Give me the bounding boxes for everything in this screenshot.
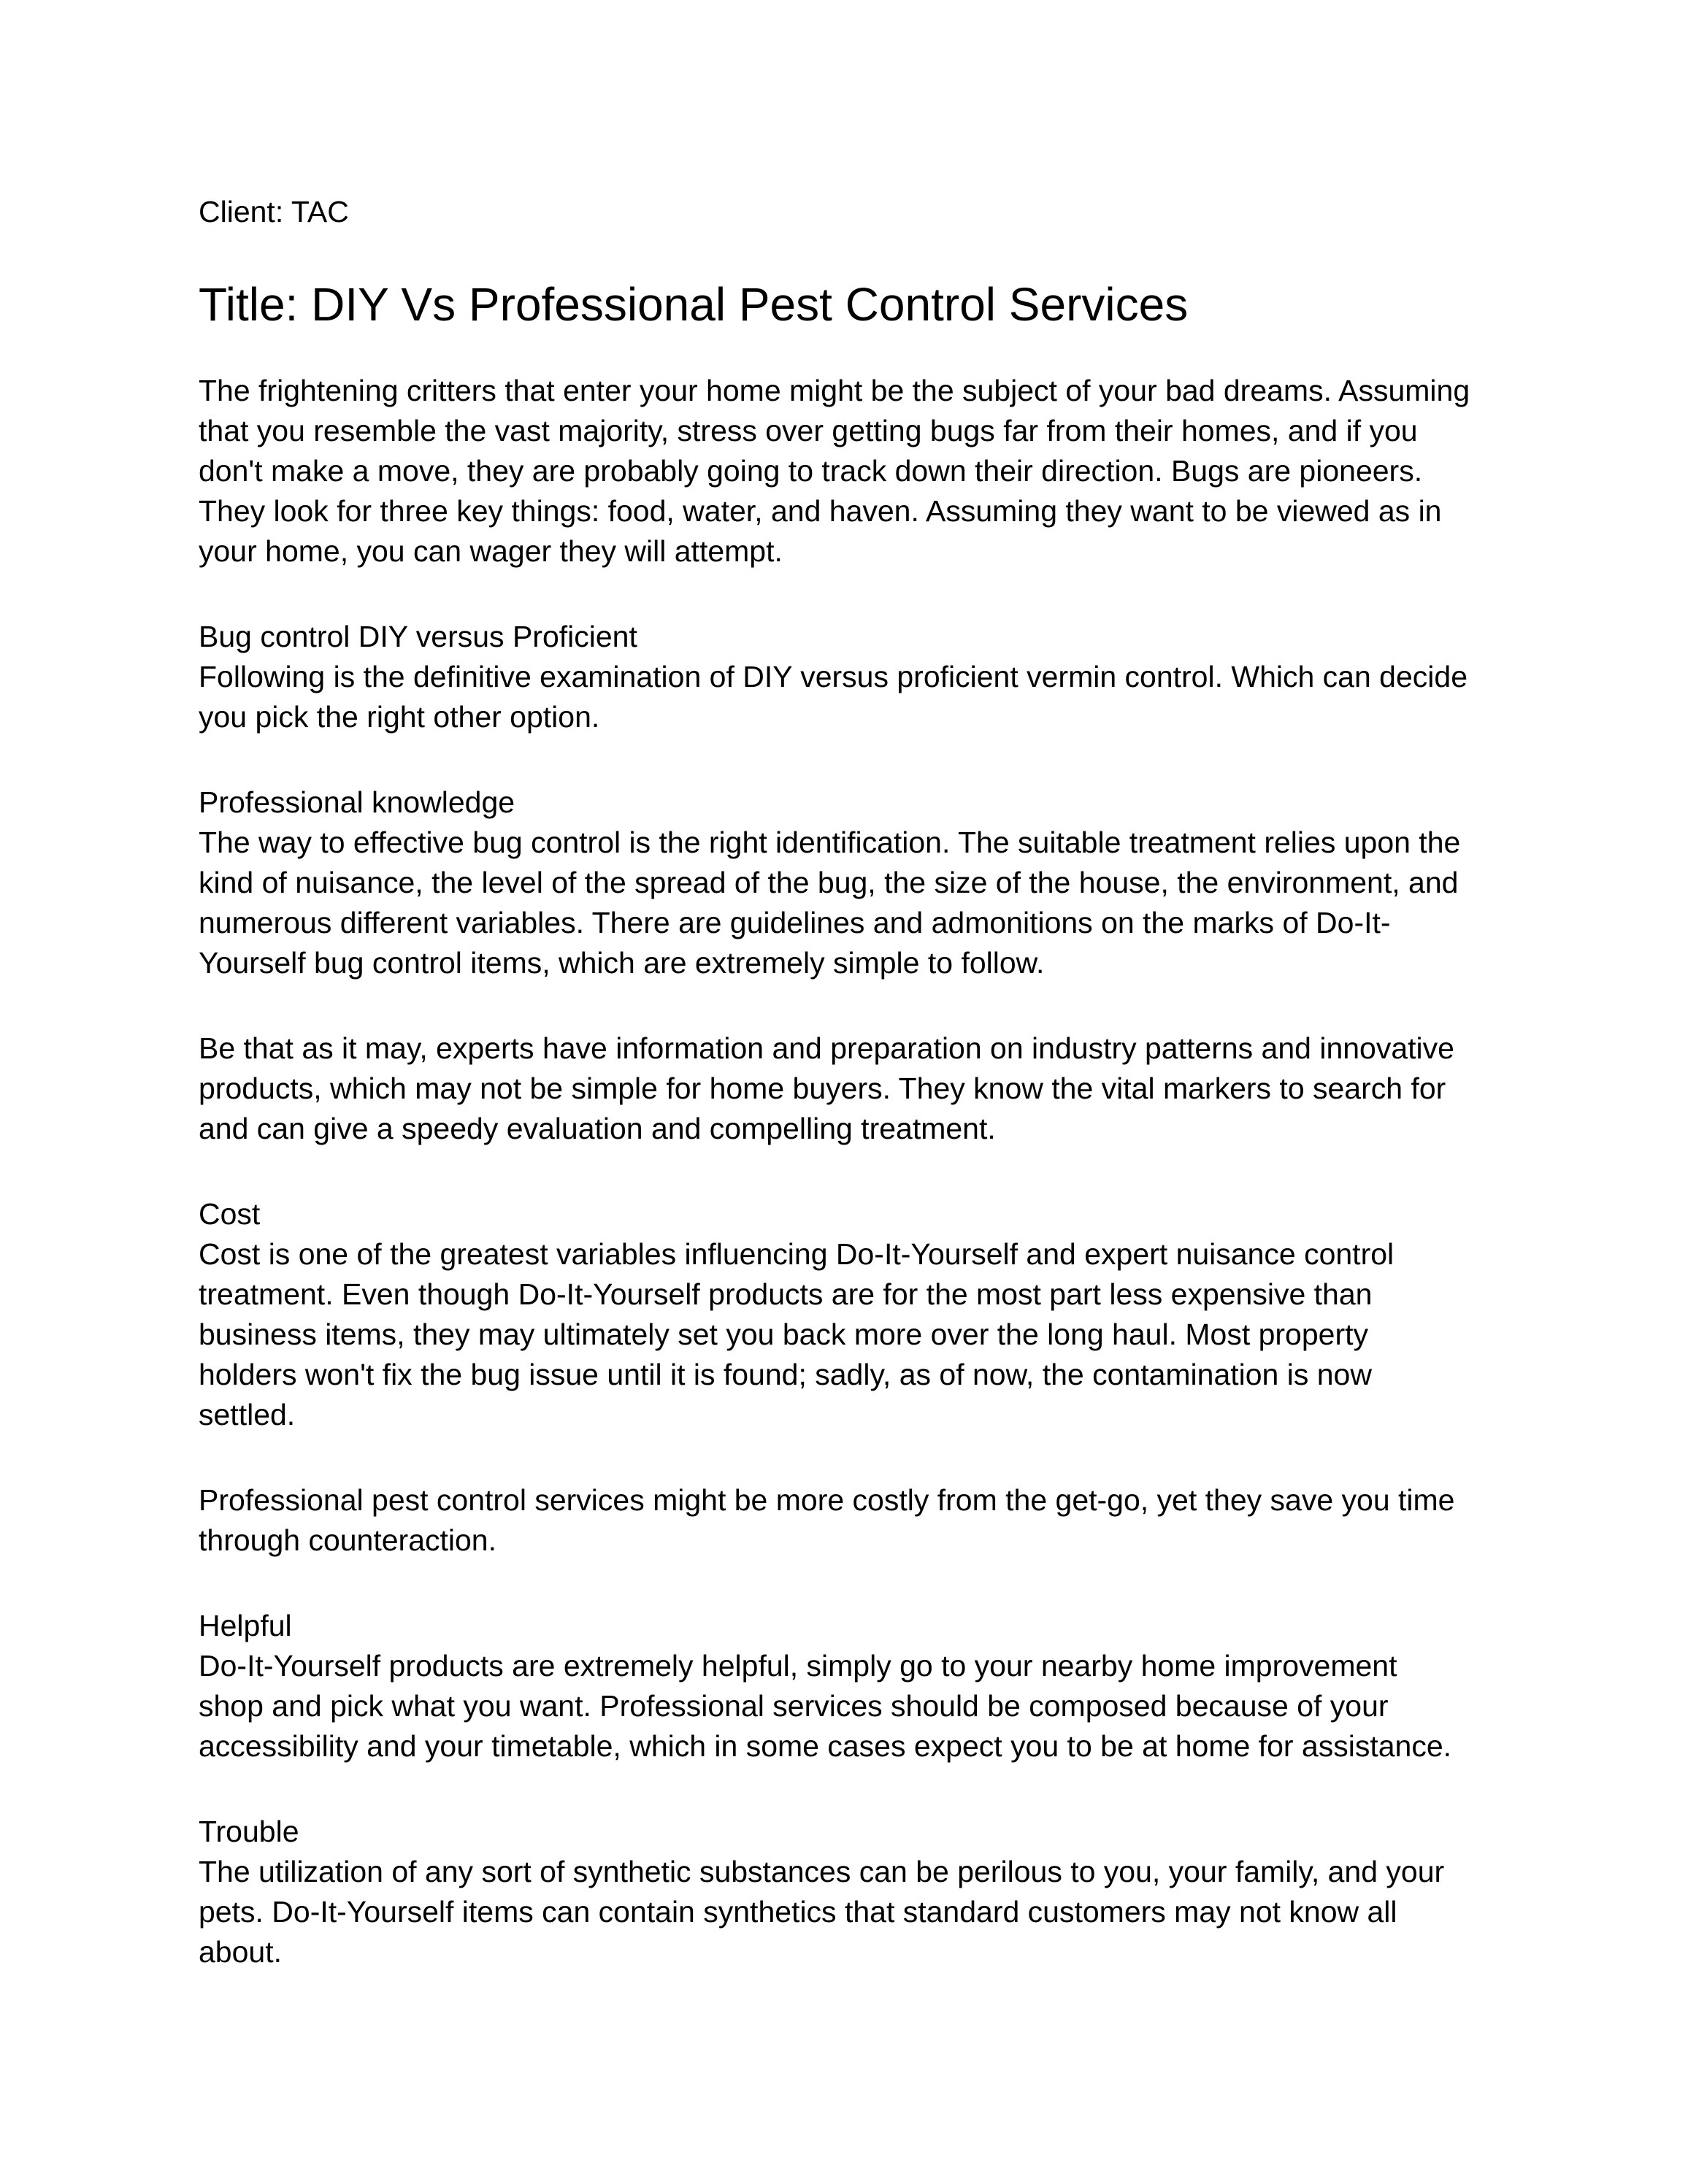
text-line: The utilization of any sort of synthetic substances can be perilous to you, your family, and your: [199, 1855, 1445, 1888]
text-line: Cost is one of the greatest variables influencing Do-It-Yourself and expert nuisance control: [199, 1237, 1394, 1271]
section-paragraph: [199, 657, 1498, 737]
section-helpful: [199, 1606, 1498, 1766]
document-body: [199, 191, 1498, 1972]
text-line: Following is the definitive examination of DIY versus proficient vermin control. Which can decide: [199, 660, 1468, 693]
section-paragraph: [199, 1852, 1498, 1972]
section-cost: [199, 1194, 1498, 1435]
text-line: treatment. Even though Do-It-Yourself products are for the most part less expensive than: [199, 1277, 1373, 1311]
text-line: that you resemble the vast majority, stress over getting bugs far from their homes, and if you: [199, 414, 1418, 447]
text-line: They look for three key things: food, water, and haven. Assuming they want to be viewed as in: [199, 494, 1442, 528]
text-line: you pick the right other option.: [199, 700, 600, 734]
client-line: Client: TAC: [199, 195, 349, 228]
text-line: The frightening critters that enter your home might be the subject of your bad dreams. Assuming: [199, 374, 1470, 407]
section-heading: Trouble: [199, 1815, 299, 1848]
intro-section: [199, 371, 1498, 572]
section-cost-cont: [199, 1480, 1498, 1561]
section-paragraph: [199, 1028, 1498, 1149]
text-line: Do-It-Yourself products are extremely helpful, simply go to your nearby home improvement: [199, 1649, 1397, 1683]
section-heading: Helpful: [199, 1609, 292, 1642]
text-line: and can give a speedy evaluation and compelling treatment.: [199, 1112, 996, 1145]
section-professional-knowledge-cont: [199, 1028, 1498, 1149]
text-line: accessibility and your timetable, which in some cases expect you to be at home for assistance.: [199, 1729, 1452, 1763]
section-trouble: [199, 1812, 1498, 1972]
section-heading: Cost: [199, 1197, 261, 1231]
text-line: pets. Do-It-Yourself items can contain synthetics that standard customers may not know all: [199, 1895, 1397, 1929]
text-line: about.: [199, 1935, 282, 1969]
text-line: business items, they may ultimately set you back more over the long haul. Most property: [199, 1318, 1369, 1351]
section-heading: Professional knowledge: [199, 785, 515, 819]
section-professional-knowledge: [199, 783, 1498, 983]
section-heading: Bug control DIY versus Proficient: [199, 620, 637, 653]
text-line: products, which may not be simple for home buyers. They know the vital markers to search for: [199, 1072, 1446, 1105]
section-bug-control: [199, 617, 1498, 737]
text-line: holders won't fix the bug issue until it is found; sadly, as of now, the contamination is now: [199, 1358, 1372, 1391]
text-line: Be that as it may, experts have information and preparation on industry patterns and innovative: [199, 1031, 1454, 1065]
text-line: The way to effective bug control is the right identification. The suitable treatment relies upon the: [199, 826, 1461, 859]
intro-paragraph: [199, 371, 1498, 572]
text-line: numerous different variables. There are guidelines and admonitions on the marks of Do-It-: [199, 906, 1391, 939]
section-paragraph: [199, 823, 1498, 983]
text-line: Professional pest control services might be more costly from the get-go, yet they save you time: [199, 1483, 1455, 1517]
document-title: Title: DIY Vs Professional Pest Control Services: [199, 278, 1189, 331]
text-line: kind of nuisance, the level of the spread of the bug, the size of the house, the environment, and: [199, 866, 1459, 899]
text-line: don't make a move, they are probably going to track down their direction. Bugs are pioneers.: [199, 454, 1423, 488]
section-paragraph: [199, 1646, 1498, 1766]
section-paragraph: [199, 1480, 1498, 1561]
text-line: your home, you can wager they will attempt.: [199, 534, 783, 568]
text-line: settled.: [199, 1398, 296, 1431]
text-line: Yourself bug control items, which are extremely simple to follow.: [199, 946, 1045, 980]
section-paragraph: [199, 1234, 1498, 1435]
text-line: through counteraction.: [199, 1523, 496, 1557]
text-line: shop and pick what you want. Professional services should be composed because of your: [199, 1689, 1389, 1723]
